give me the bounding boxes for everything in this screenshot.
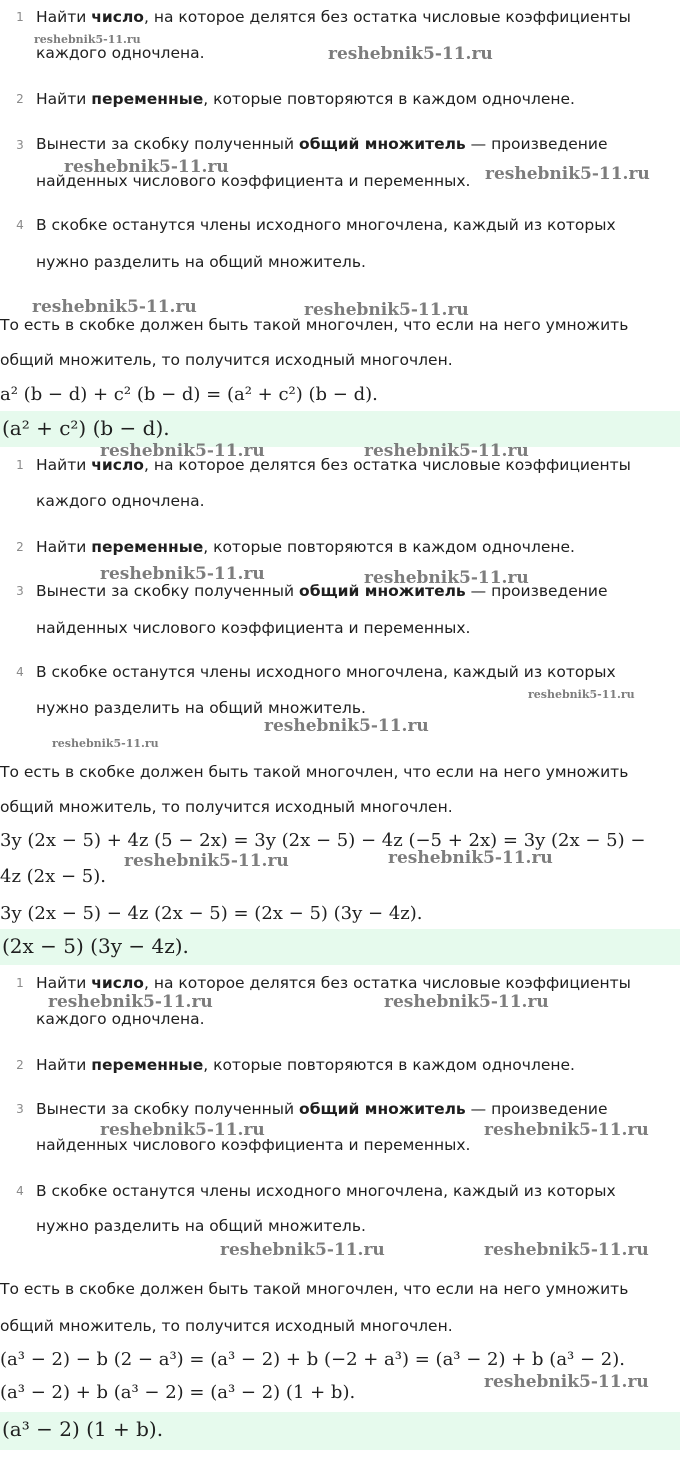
watermark: reshebnik5-11.ru [64,157,229,177]
watermark: reshebnik5-11.ru [364,441,529,461]
step-text: , которые повторяются в каждом одночлене. [203,1056,575,1074]
step-3-line-1 [36,135,608,153]
watermark: reshebnik5-11.ru [328,44,493,64]
step-text: Найти [36,538,92,556]
watermark: reshebnik5-11.ru [304,300,469,320]
watermark: reshebnik5-11.ru [52,737,159,750]
watermark: reshebnik5-11.ru [32,297,197,317]
step-text: Найти [36,974,92,992]
step-4-line-1: В скобке останутся члены исходного многочлена, каждый из которых [36,1182,616,1200]
step-text: Вынести за скобку полученный [36,582,300,600]
watermark: reshebnik5-11.ru [384,992,549,1012]
watermark: reshebnik5-11.ru [220,1240,385,1260]
step-number: 4 [16,218,24,232]
watermark: reshebnik5-11.ru [124,851,289,871]
watermark: reshebnik5-11.ru [48,992,213,1012]
step-text: Найти [36,1056,92,1074]
step-text: Вынести за скобку полученный [36,1100,300,1118]
explanation-line-1: То есть в скобке должен быть такой многочлен, что если на него умножить [0,763,629,781]
step-4-line-1: В скобке останутся члены исходного многочлена, каждый из которых [36,216,616,234]
answer-box [0,929,680,965]
step-keyword: общий множитель [299,135,466,153]
watermark: reshebnik5-11.ru [100,1120,265,1140]
step-number: 4 [16,1184,24,1198]
step-keyword: переменные [91,538,204,556]
step-number: 1 [16,10,24,24]
step-1-line-2: каждого одночлена. [36,492,205,510]
explanation-line-2: общий множитель, то получится исходный многочлен. [0,351,453,369]
equation: 3y (2x − 5) − 4z (2x − 5) = (2x − 5) (3y − 4z). [0,903,423,924]
step-2-line [36,1056,575,1074]
watermark: reshebnik5-11.ru [485,164,650,184]
watermark: reshebnik5-11.ru [484,1372,649,1392]
step-text: , которые повторяются в каждом одночлене. [203,538,575,556]
explanation-line-2: общий множитель, то получится исходный многочлен. [0,1317,453,1335]
step-number: 1 [16,458,24,472]
step-keyword: число [91,974,144,992]
step-3-line-2: найденных числового коэффициента и переменных. [36,1136,471,1154]
watermark: reshebnik5-11.ru [528,688,635,701]
step-keyword: число [91,8,144,26]
step-keyword: общий множитель [299,582,466,600]
step-keyword: переменные [91,1056,204,1074]
step-4-line-2: нужно разделить на общий множитель. [36,253,366,271]
step-text: Найти [36,8,92,26]
equation: a² (b − d) + c² (b − d) = (a² + c²) (b − d). [0,384,378,405]
step-text: — произведение [465,135,608,153]
step-number: 2 [16,92,24,106]
step-text: , на которое делятся без остатка числовые коэффициенты [143,8,631,26]
watermark: reshebnik5-11.ru [388,848,553,868]
step-text: Найти [36,456,92,474]
watermark: reshebnik5-11.ru [264,716,429,736]
step-text: Вынести за скобку полученный [36,135,300,153]
step-keyword: число [91,456,144,474]
step-text: — произведение [465,1100,608,1118]
step-text: , которые повторяются в каждом одночлене. [203,90,575,108]
step-1-line-1 [36,974,631,992]
watermark: reshebnik5-11.ru [100,564,265,584]
step-number: 4 [16,665,24,679]
equation: 3y (2x − 5) + 4z (5 − 2x) = 3y (2x − 5) − 4z (−5 + 2x) = 3y (2x − 5) − [0,830,646,851]
watermark: reshebnik5-11.ru [100,441,265,461]
step-4-line-2: нужно разделить на общий множитель. [36,1217,366,1235]
equation-continuation: 4z (2x − 5). [0,866,107,887]
explanation-line-1: То есть в скобке должен быть такой многочлен, что если на него умножить [0,316,629,334]
step-1-line-2: каждого одночлена. [36,1010,205,1028]
answer: (2x − 5) (3y − 4z). [2,934,189,958]
step-number: 2 [16,1058,24,1072]
step-number: 1 [16,976,24,990]
step-3-line-1 [36,1100,608,1118]
step-text: , на которое делятся без остатка числовые коэффициенты [143,974,631,992]
step-1-line-2: каждого одночлена. [36,44,205,62]
step-text: — произведение [465,582,608,600]
answer: (a³ − 2) (1 + b). [2,1417,164,1441]
step-keyword: общий множитель [299,1100,466,1118]
step-3-line-2: найденных числового коэффициента и переменных. [36,172,471,190]
step-number: 3 [16,1102,24,1116]
step-1-line-1 [36,8,631,26]
step-4-line-1: В скобке останутся члены исходного многочлена, каждый из которых [36,663,616,681]
step-text: Найти [36,90,92,108]
step-number: 3 [16,584,24,598]
step-number: 3 [16,138,24,152]
step-keyword: переменные [91,90,204,108]
step-number: 2 [16,540,24,554]
answer: (a² + c²) (b − d). [2,416,170,440]
answer-box [0,1412,680,1450]
explanation-line-1: То есть в скобке должен быть такой многочлен, что если на него умножить [0,1280,629,1298]
step-2-line [36,90,575,108]
step-text: , на которое делятся без остатка числовые коэффициенты [143,456,631,474]
step-3-line-2: найденных числового коэффициента и переменных. [36,619,471,637]
watermark: reshebnik5-11.ru [484,1120,649,1140]
watermark: reshebnik5-11.ru [364,568,529,588]
watermark: reshebnik5-11.ru [34,33,141,46]
equation: (a³ − 2) − b (2 − a³) = (a³ − 2) + b (−2 + a³) = (a³ − 2) + b (a³ − 2). [0,1349,625,1370]
explanation-line-2: общий множитель, то получится исходный многочлен. [0,798,453,816]
step-2-line [36,538,575,556]
equation: (a³ − 2) + b (a³ − 2) = (a³ − 2) (1 + b). [0,1382,356,1403]
step-4-line-2: нужно разделить на общий множитель. [36,699,366,717]
watermark: reshebnik5-11.ru [484,1240,649,1260]
